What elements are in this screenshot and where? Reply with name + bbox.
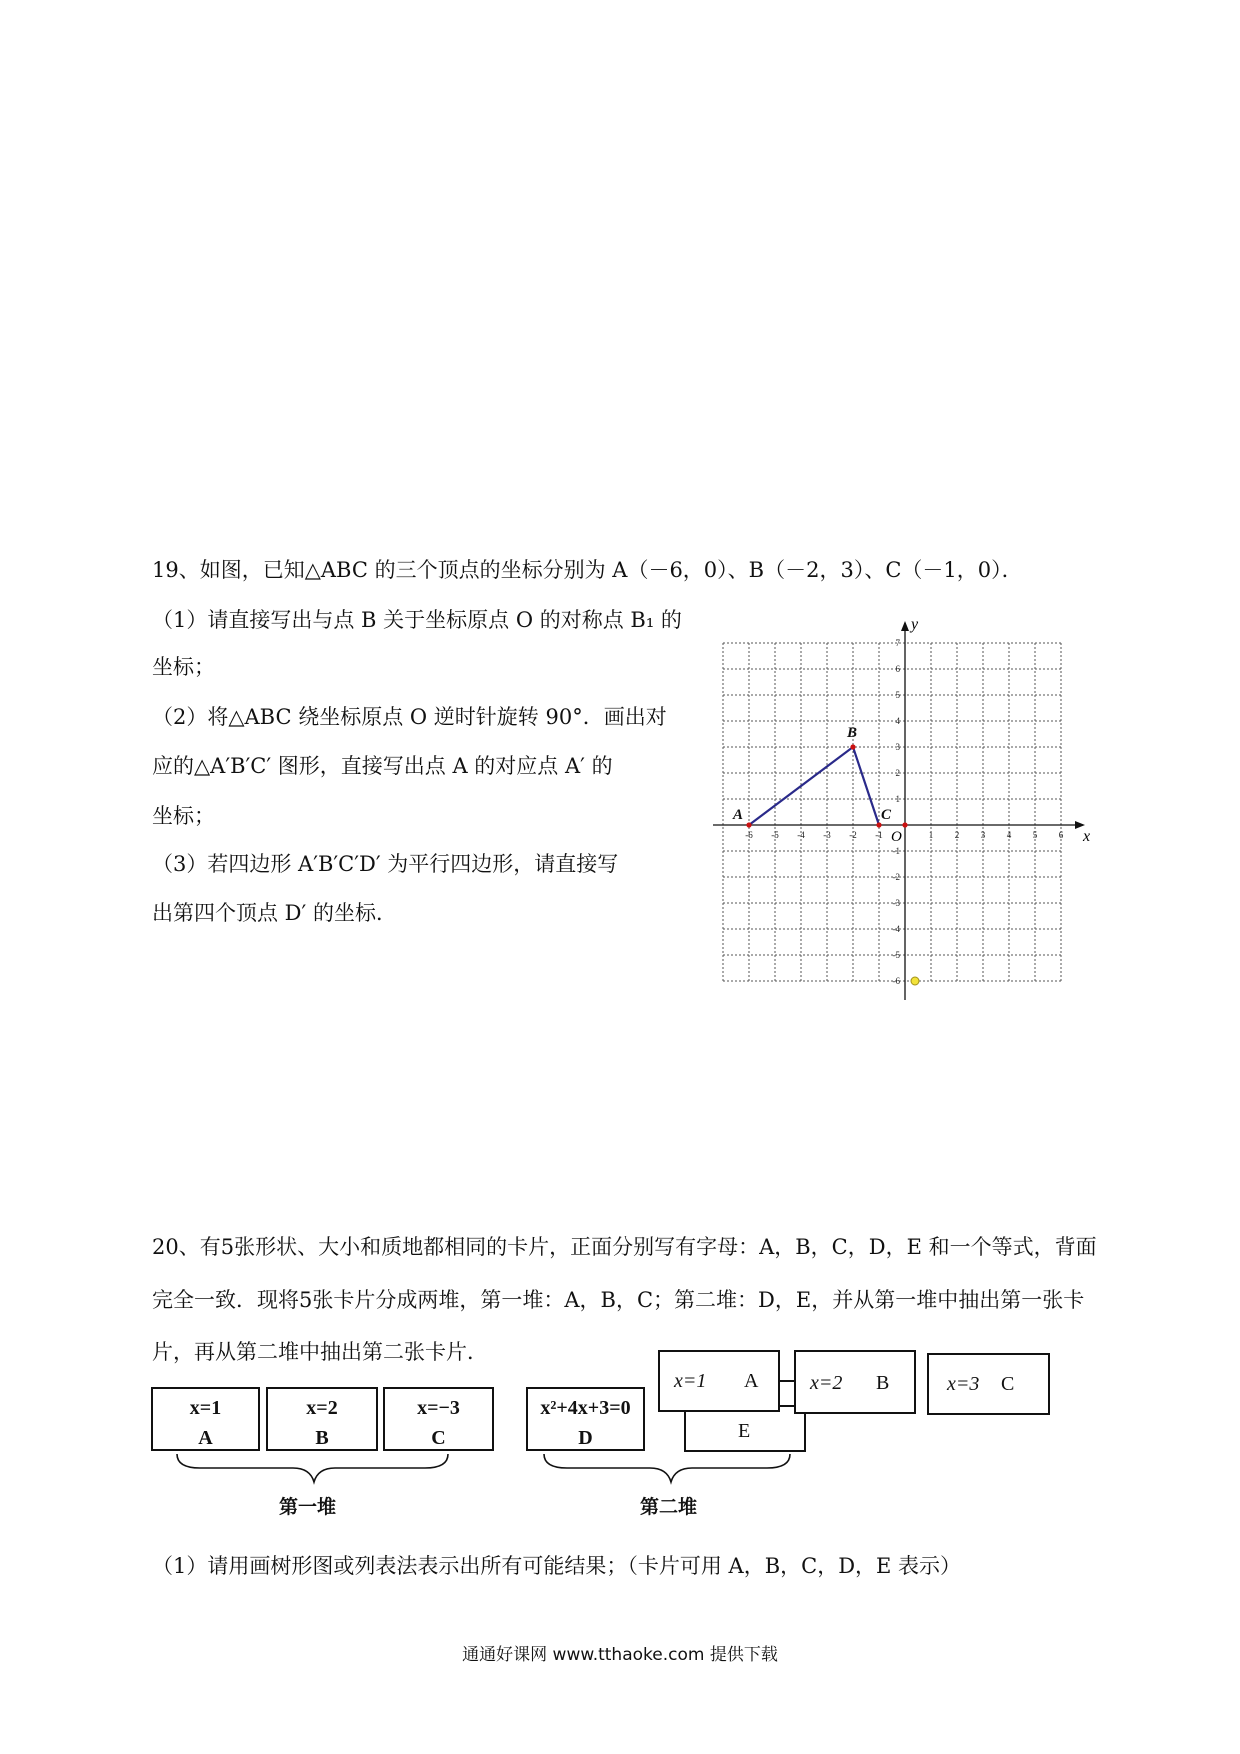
q20-part1: （1）请用画树形图或列表法表示出所有可能结果；（卡片可用 A，B，C，D，E 表示）	[152, 1554, 962, 1578]
top-card-a-equation: x=1	[674, 1370, 707, 1392]
q19-part2-line3: 坐标；	[152, 804, 215, 828]
x-tick-label: -6	[745, 830, 753, 840]
y-tick-label: 6	[895, 664, 900, 674]
top-card-c-letter: C	[1001, 1373, 1015, 1395]
x-tick-label: 1	[928, 830, 934, 840]
card-d-letter: D	[578, 1427, 593, 1449]
y-axis-label: y	[911, 616, 919, 633]
x-tick-label: 3	[980, 830, 986, 840]
q19-title: 19、如图，已知△ABC 的三个顶点的坐标分别为 A（－6，0）、B（－2，3）、C（－1，0）．	[152, 558, 1023, 582]
top-card-b-equation: x=2	[810, 1372, 843, 1394]
y-tick-label: -5	[892, 950, 900, 960]
coordinate-grid-figure	[690, 600, 1110, 1000]
y-tick-label: 4	[895, 716, 900, 726]
x-tick-label: 2	[954, 830, 960, 840]
q20-line2: 完全一致．现将5张卡片分成两堆，第一堆：A，B，C；第二堆：D，E，并从第一堆中抽出第一张卡	[152, 1288, 1085, 1312]
point-label-b: B	[847, 725, 858, 741]
q20-line1: 20、有5张形状、大小和质地都相同的卡片，正面分别写有字母：A，B，C，D，E 和一个等式，背面	[152, 1235, 1097, 1259]
point-c	[876, 822, 881, 827]
x-tick-label: 6	[1058, 830, 1064, 840]
y-tick-label: -4	[892, 924, 900, 934]
card-d	[526, 1387, 645, 1451]
y-axis-arrow	[901, 621, 909, 631]
q19-part3-line1: （3）若四边形 A′B′C′D′ 为平行四边形，请直接写	[152, 852, 619, 876]
y-tick-label: -3	[892, 898, 900, 908]
card-b-equation: x=2	[306, 1397, 338, 1419]
card-e-letter: E	[738, 1420, 751, 1442]
triangle-sides	[749, 747, 879, 825]
card-e	[684, 1405, 806, 1452]
triangle-abc	[732, 725, 908, 828]
top-card-a-letter: A	[744, 1370, 759, 1392]
card-c	[383, 1387, 494, 1451]
point-label-c: C	[881, 807, 892, 823]
y-tick-label: -6	[892, 976, 900, 986]
connector-line	[780, 1380, 794, 1382]
x-tick-label: -3	[823, 830, 831, 840]
pile2-label: 第二堆	[640, 1496, 698, 1518]
q19-part2-line2: 应的△A′B′C′ 图形，直接写出点 A 的对应点 A′ 的	[152, 754, 613, 778]
q19-part2-line1: （2）将△ABC 绕坐标原点 O 逆时针旋转 90°．画出对	[152, 705, 667, 729]
card-b-letter: B	[315, 1427, 329, 1449]
pile1-label: 第一堆	[279, 1496, 337, 1518]
card-c-letter: C	[431, 1427, 446, 1449]
q20-line3: 片，再从第二堆中抽出第二张卡片．	[152, 1340, 488, 1364]
point-a	[746, 822, 751, 827]
y-tick-label: -1	[892, 846, 900, 856]
y-tick-label: 1	[895, 794, 900, 804]
pile1-brace	[177, 1454, 448, 1482]
top-card-c	[927, 1353, 1050, 1415]
point-b	[850, 744, 855, 749]
top-card-a	[658, 1350, 780, 1412]
x-tick-label: -2	[849, 830, 857, 840]
x-tick-label: 4	[1006, 830, 1012, 840]
footer-credit: 通通好课网 www.tthaoke.com 提供下载	[462, 1645, 778, 1665]
top-card-b	[794, 1350, 916, 1414]
card-b	[266, 1387, 378, 1451]
card-a-letter: A	[198, 1427, 213, 1449]
x-tick-label: -5	[771, 830, 779, 840]
card-a	[151, 1387, 260, 1451]
x-tick-label: 5	[1032, 830, 1038, 840]
y-tick-label: -2	[892, 872, 900, 882]
x-tick-label: -4	[797, 830, 805, 840]
y-tick-label: 2	[895, 768, 900, 778]
marker-dot	[911, 977, 919, 985]
q19-part3-line2: 出第四个顶点 D′ 的坐标．	[152, 901, 397, 925]
top-card-c-equation: x=3	[947, 1373, 980, 1395]
top-card-b-letter: B	[876, 1372, 890, 1394]
y-tick-label: 7	[895, 638, 900, 648]
point-origin	[902, 822, 907, 827]
card-a-equation: x=1	[189, 1397, 222, 1419]
origin-label: O	[891, 829, 902, 845]
pile-braces	[170, 1452, 795, 1492]
q19-part1-line1: （1）请直接写出与点 B 关于坐标原点 O 的对称点 B₁ 的	[152, 608, 682, 632]
q19-part1-line2: 坐标；	[152, 655, 215, 679]
x-axis-label: x	[1083, 828, 1091, 845]
y-tick-label: 5	[895, 690, 900, 700]
pile2-brace	[544, 1454, 790, 1482]
card-c-equation: x=−3	[417, 1397, 460, 1419]
x-tick-label: -1	[875, 830, 883, 840]
y-tick-label: 3	[895, 742, 900, 752]
card-d-equation: x²+4x+3=0	[540, 1397, 631, 1419]
point-label-a: A	[733, 807, 744, 823]
